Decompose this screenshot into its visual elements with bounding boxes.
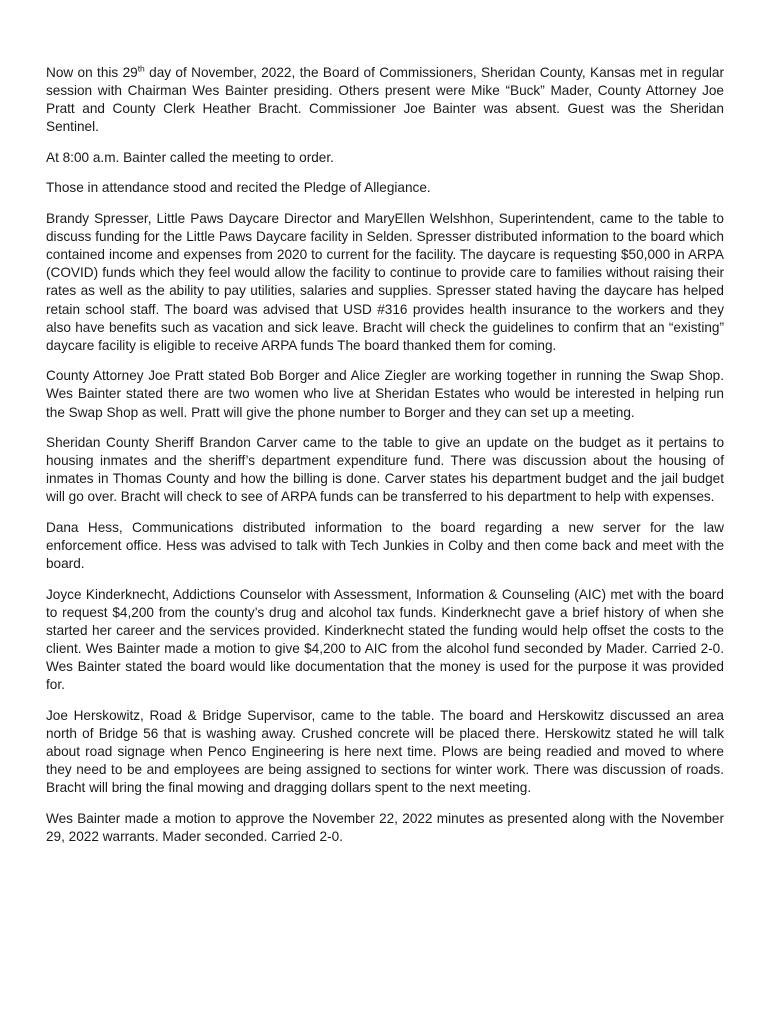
- paragraph-swap-shop: County Attorney Joe Pratt stated Bob Borger and Alice Ziegler are working together in running the Swap Shop. Wes Bainter stated there are two women who live at Sheridan Estates who would be interested in helping run the Swap Shop as well. Pratt will give the phone number to Borger and they can set up a meeting.: [46, 368, 724, 420]
- ordinal-suffix: th: [137, 63, 145, 74]
- opening-text-rest: day of November, 2022, the Board of Commissioners, Sheridan County, Kansas met in regular session with Chairman Wes Bainter presiding. Others present were Mike “Buck” Mader, County Attorney Joe Pratt and County Clerk Heather Bracht. Commissioner Joe Bainter was absent. Guest was the Sheridan Sentinel.: [46, 65, 724, 135]
- paragraph-sheriff-budget: Sheridan County Sheriff Brandon Carver came to the table to give an update on the budget as it pertains to housing inmates and the sheriff’s department expenditure fund. There was discussion about the housing of inmates in Thomas County and how the billing is done. Carver states his department budget and the jail budget will go over. Bracht will check to see of ARPA funds can be transferred to his department to help with expenses.: [46, 435, 724, 505]
- paragraph-daycare-funding: Brandy Spresser, Little Paws Daycare Director and MaryEllen Welshhon, Superintendent, came to the table to discuss funding for the Little Paws Daycare facility in Selden. Spresser distributed information to the board which contained income and expenses from 2020 to current for the facility. The daycare is requesting $50,000 in ARPA (COVID) funds which they feel would allow the facility to continue to provide care to families without raising their rates as well as the ability to pay utilities, salaries and supplies. Spresser stated having the daycare has helped retain school staff. The board was advised that USD #316 provides health insurance to the workers and they also have benefits such as vacation and sick leave. Bracht will check the guidelines to confirm that an “existing” daycare facility is eligible to receive ARPA funds The board thanked them for coming.: [46, 211, 724, 353]
- paragraph-call-to-order: At 8:00 a.m. Bainter called the meeting to order.: [46, 149, 334, 165]
- paragraph-pledge: Those in attendance stood and recited the Pledge of Allegiance.: [46, 180, 431, 196]
- minutes-document: [46, 64, 724, 858]
- paragraph-communications-server: Dana Hess, Communications distributed information to the board regarding a new server for the law enforcement office. Hess was advised to talk with Tech Junkies in Colby and then come back and meet with the board.: [46, 519, 724, 572]
- opening-text-start: Now on this 29: [46, 65, 138, 80]
- paragraph-aic-funding: Joyce Kinderknecht, Addictions Counselor with Assessment, Information & Counseling (AIC) met with the board to request $4,200 from the county’s drug and alcohol tax funds. Kinderknecht gave a brief history of when she started her career and the services provided. Kinderknecht stated the funding would help offset the costs to the client. Wes Bainter made a motion to give $4,200 to AIC from the alcohol fund seconded by Mader. Carried 2-0. Wes Bainter stated the board would like documentation that the money is used for the purpose it was provided for.: [46, 586, 724, 693]
- paragraph-minutes-approval: Wes Bainter made a motion to approve the November 22, 2022 minutes as presented along with the November 29, 2022 warrants. Mader seconded. Carried 2-0.: [46, 810, 724, 844]
- opening-paragraph: [46, 64, 724, 136]
- paragraph-road-bridge: Joe Herskowitz, Road & Bridge Supervisor, came to the table. The board and Herskowitz discussed an area north of Bridge 56 that is washing away. Crushed concrete will be placed there. Herskowitz stated he will talk about road signage when Penco Engineering is here next time. Plows are being readied and moved to where they need to be and employees are being assigned to sections for winter work. There was discussion of roads. Bracht will bring the final mowing and dragging dollars spent to the next meeting.: [46, 707, 724, 796]
